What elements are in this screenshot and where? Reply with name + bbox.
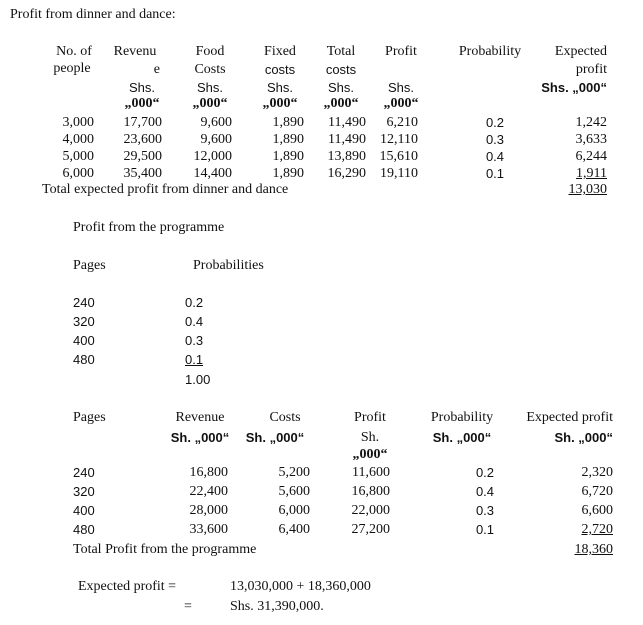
header-total-1: Total <box>326 44 356 59</box>
cell-probability: 0.1 <box>485 166 505 181</box>
header-fixed-2: costs <box>264 62 296 77</box>
cell-profit: 11,600 <box>352 465 390 480</box>
header-food-3: Shs. <box>196 80 223 95</box>
cell-probability: 0.1 <box>475 522 495 537</box>
summary-equals: = <box>184 599 192 614</box>
cell-food: 14,400 <box>193 166 232 181</box>
header-costs-a: Costs <box>269 410 301 425</box>
header-revenue-4: „000“ <box>124 96 160 111</box>
cell-pages: 320 <box>73 484 95 499</box>
cell-probability: 0.4 <box>185 314 204 329</box>
cell-food: 12,000 <box>193 149 232 164</box>
cell-revenue: 35,400 <box>123 166 162 181</box>
cell-profit: 16,800 <box>351 484 390 499</box>
header-expected-1: Expected <box>554 44 607 59</box>
cell-probability: 0.2 <box>185 295 204 310</box>
header-revenue-b: Sh. „000“ <box>170 430 230 445</box>
cell-pages: 480 <box>73 522 95 537</box>
cell-pages: 400 <box>73 333 95 348</box>
cell-profit: 27,200 <box>351 522 390 537</box>
cell-expected: 2,720 <box>581 522 613 537</box>
header-fixed-1: Fixed <box>264 44 296 59</box>
cell-profit: 15,610 <box>379 149 418 164</box>
cell-revenue: 23,600 <box>123 132 162 147</box>
header-revenue-1: Revenu <box>113 44 157 59</box>
cell-expected: 2,320 <box>581 465 613 480</box>
cell-fixed: 1,890 <box>272 149 304 164</box>
cell-total: 16,290 <box>327 166 366 181</box>
header-people-1: No. of <box>56 44 92 59</box>
cell-expected: 6,244 <box>575 149 607 164</box>
cell-probability: 0.4 <box>475 484 495 499</box>
cell-probability: 0.3 <box>485 132 505 147</box>
cell-profit: 19,110 <box>380 166 418 181</box>
header-probability-2: Probability <box>430 410 494 425</box>
cell-total: 11,490 <box>328 132 366 147</box>
header-probability-unit: Sh. „000“ <box>432 430 492 445</box>
header-expected-3: Shs. „000“ <box>541 80 607 95</box>
header-profit-1: Profit <box>385 44 417 59</box>
cell-costs: 6,400 <box>278 522 310 537</box>
cell-pages: 320 <box>73 314 95 329</box>
header-pages-2: Pages <box>73 410 106 425</box>
cell-expected: 6,720 <box>581 484 613 499</box>
cell-revenue: 28,000 <box>189 503 228 518</box>
header-total-2: costs <box>325 62 357 77</box>
summary-line2: Shs. 31,390,000. <box>230 599 324 614</box>
cell-food: 9,600 <box>200 132 232 147</box>
cell-expected: 1,911 <box>576 166 607 181</box>
header-expected-profit-b: Sh. „000“ <box>554 430 613 445</box>
programme-total-value: 18,360 <box>574 542 613 557</box>
cell-people: 6,000 <box>62 166 94 181</box>
cell-probability: 0.2 <box>475 465 495 480</box>
header-profit-3: „000“ <box>383 96 419 111</box>
dinner-dance-total-label: Total expected profit from dinner and dance <box>42 182 289 197</box>
cell-pages: 240 <box>73 295 95 310</box>
cell-pages: 400 <box>73 503 95 518</box>
cell-people: 4,000 <box>62 132 94 147</box>
cell-costs: 6,000 <box>278 503 310 518</box>
summary-label: Expected profit = <box>78 579 177 594</box>
header-pages: Pages <box>73 258 106 273</box>
cell-revenue: 29,500 <box>123 149 162 164</box>
cell-probability: 0.2 <box>485 115 505 130</box>
cell-profit: 22,000 <box>351 503 390 518</box>
header-probability: Probability <box>458 44 522 59</box>
cell-probability: 0.1 <box>185 352 204 367</box>
cell-fixed: 1,890 <box>272 166 304 181</box>
cell-revenue: 16,800 <box>189 465 228 480</box>
header-food-4: „000“ <box>192 96 228 111</box>
cell-total: 11,490 <box>328 115 366 130</box>
cell-people: 3,000 <box>62 115 94 130</box>
cell-revenue: 17,700 <box>123 115 162 130</box>
header-fixed-4: „000“ <box>262 96 298 111</box>
cell-fixed: 1,890 <box>272 115 304 130</box>
cell-probability: 0.3 <box>475 503 495 518</box>
cell-revenue: 33,600 <box>189 522 228 537</box>
header-total-3: Shs. <box>327 80 354 95</box>
header-profit-b: Sh. <box>360 430 380 445</box>
header-profit-c: „000“ <box>352 447 388 462</box>
header-profit-2: Shs. <box>387 80 414 95</box>
cell-food: 9,600 <box>200 115 232 130</box>
programme-heading: Profit from the programme <box>73 220 225 235</box>
cell-expected: 1,242 <box>575 115 607 130</box>
cell-expected: 6,600 <box>581 503 613 518</box>
header-probabilities: Probabilities <box>193 258 264 273</box>
header-costs-b: Sh. „000“ <box>245 430 305 445</box>
summary-line1: 13,030,000 + 18,360,000 <box>230 579 371 594</box>
header-profit-a: Profit <box>354 410 386 425</box>
cell-total: 13,890 <box>327 149 366 164</box>
dinner-dance-total-value: 13,030 <box>568 182 607 197</box>
page-title: Profit from dinner and dance: <box>10 7 176 22</box>
cell-people: 5,000 <box>62 149 94 164</box>
header-revenue-3: Shs. <box>128 80 155 95</box>
header-revenue-a: Revenue <box>175 410 225 425</box>
cell-costs: 5,600 <box>278 484 310 499</box>
cell-pages: 480 <box>73 352 95 367</box>
header-expected-profit-a: Expected profit <box>526 410 613 425</box>
header-expected-2: profit <box>575 62 607 77</box>
cell-costs: 5,200 <box>278 465 310 480</box>
cell-profit: 6,210 <box>386 115 418 130</box>
header-total-4: „000“ <box>323 96 359 111</box>
header-food-1: Food <box>195 44 225 59</box>
probability-total: 1.00 <box>185 372 211 387</box>
cell-profit: 12,110 <box>380 132 418 147</box>
header-people-2: people <box>53 61 91 76</box>
cell-probability: 0.3 <box>185 333 204 348</box>
cell-probability: 0.4 <box>485 149 505 164</box>
cell-revenue: 22,400 <box>189 484 228 499</box>
cell-pages: 240 <box>73 465 95 480</box>
cell-fixed: 1,890 <box>272 132 304 147</box>
header-revenue-2: e <box>153 62 160 77</box>
cell-expected: 3,633 <box>575 132 607 147</box>
header-fixed-3: Shs. <box>266 80 293 95</box>
header-food-2: Costs <box>194 62 226 77</box>
programme-total-label: Total Profit from the programme <box>73 542 257 557</box>
